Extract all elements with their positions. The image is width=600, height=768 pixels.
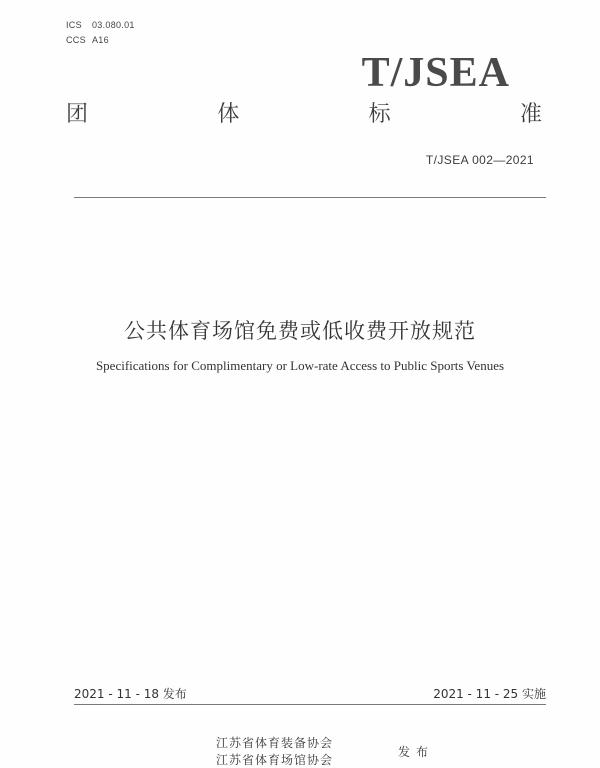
title-chinese: 公共体育场馆免费或低收费开放规范 <box>124 319 476 343</box>
issue-date: 2021 - 11 - 18 发布 <box>74 687 187 701</box>
standard-type <box>66 104 542 126</box>
implementation-date: 2021 - 11 - 25 实施 <box>433 687 546 701</box>
ccs-code: A16 <box>92 35 109 45</box>
ccs-label: CCS <box>66 35 86 45</box>
standard-number: T/JSEA 002—2021 <box>425 153 534 167</box>
header-divider <box>74 197 546 198</box>
standard-type-char: 标 <box>368 102 391 127</box>
title-english: Specifications for Complimentary or Low-rate Access to Public Sports Venues <box>95 358 505 373</box>
standard-type-char: 团 <box>66 102 89 127</box>
publisher-organization: 江苏省体育装备协会 <box>216 736 334 750</box>
footer-divider <box>74 704 546 705</box>
standard-type-char: 准 <box>519 102 542 127</box>
ccs-classification <box>66 35 109 45</box>
publisher-organization: 江苏省体育场馆协会 <box>216 753 334 767</box>
ics-classification <box>66 20 135 30</box>
publish-label: 发布 <box>398 745 435 759</box>
ics-code: 03.080.01 <box>92 20 135 30</box>
standard-logo: T/JSEA <box>361 50 510 96</box>
standard-type-char: 体 <box>217 102 240 127</box>
ics-label: ICS <box>66 20 82 30</box>
